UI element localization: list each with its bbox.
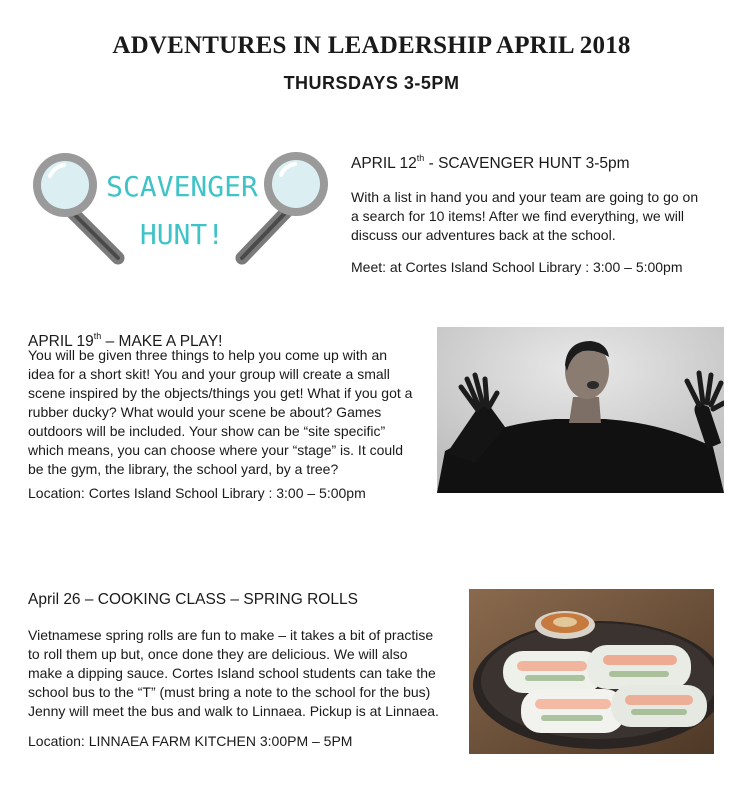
body-line: You will be given three things to help you come up with an (28, 347, 388, 363)
spring-rolls-image (469, 589, 714, 754)
body-line: With a list in hand you and your team are going to go on (351, 189, 699, 205)
spring-roll (611, 685, 707, 727)
body-line: a search for 10 items! After we find everything, we will (351, 208, 685, 224)
performer-image (437, 327, 724, 493)
body-line: make a dipping sauce. Cortes Island school students can take the (28, 665, 436, 681)
section-body-scavenger-hunt (351, 188, 698, 245)
body-line: which means, you can choose where your “stage” is. It could (28, 442, 404, 458)
page-subtitle: THURSDAYS 3-5PM (283, 73, 460, 93)
scavenger-text: SCAVENGER (106, 170, 258, 203)
hunt-text: HUNT! (139, 218, 225, 251)
section-heading-make-a-play: APRIL 19th – MAKE A PLAY! (28, 331, 223, 351)
magnifying-glass-icon (33, 153, 118, 258)
body-line: discuss our adventures back at the school. (351, 227, 616, 243)
section-location-cooking-class: Location: LINNAEA FARM KITCHEN 3:00PM – 5PM (28, 733, 353, 749)
body-line: school bus to the “T” (must bring a note to the school for the bus) (28, 684, 431, 700)
body-line: to roll them up but, once done they are delicious. We will also (28, 646, 408, 662)
body-line: scene inspired by the objects/things you get! What if you got a (28, 385, 413, 401)
body-line: outdoors will be included. Your show can be “site specific” (28, 423, 386, 439)
section-heading-scavenger-hunt: APRIL 12th - SCAVENGER HUNT 3-5pm (351, 153, 630, 173)
spring-roll (587, 645, 691, 689)
body-line: rubber ducky? What would your scene be about? Games (28, 404, 382, 420)
page-title: ADVENTURES IN LEADERSHIP APRIL 2018 (112, 32, 631, 59)
body-line: Jenny will meet the bus and walk to Linnaea. Pickup is at Linnaea. (28, 703, 439, 719)
magnifying-glass-icon (242, 152, 328, 258)
section-heading-cooking-class: April 26 – COOKING CLASS – SPRING ROLLS (28, 591, 358, 608)
section-location-scavenger-hunt: Meet: at Cortes Island School Library : 3:00 – 5:00pm (351, 259, 683, 275)
spring-roll (521, 689, 625, 733)
section-location-make-a-play: Location: Cortes Island School Library : 3:00 – 5:00pm (28, 485, 366, 501)
scavenger-hunt-image (30, 148, 330, 266)
section-body-make-a-play (28, 346, 412, 479)
body-line: Vietnamese spring rolls are fun to make – it takes a bit of practise (28, 627, 434, 643)
section-body-cooking-class (28, 626, 439, 721)
body-line: be the gym, the library, the school yard, by a tree? (28, 461, 339, 477)
body-line: idea for a short skit! You and your group will create a small (28, 366, 390, 382)
